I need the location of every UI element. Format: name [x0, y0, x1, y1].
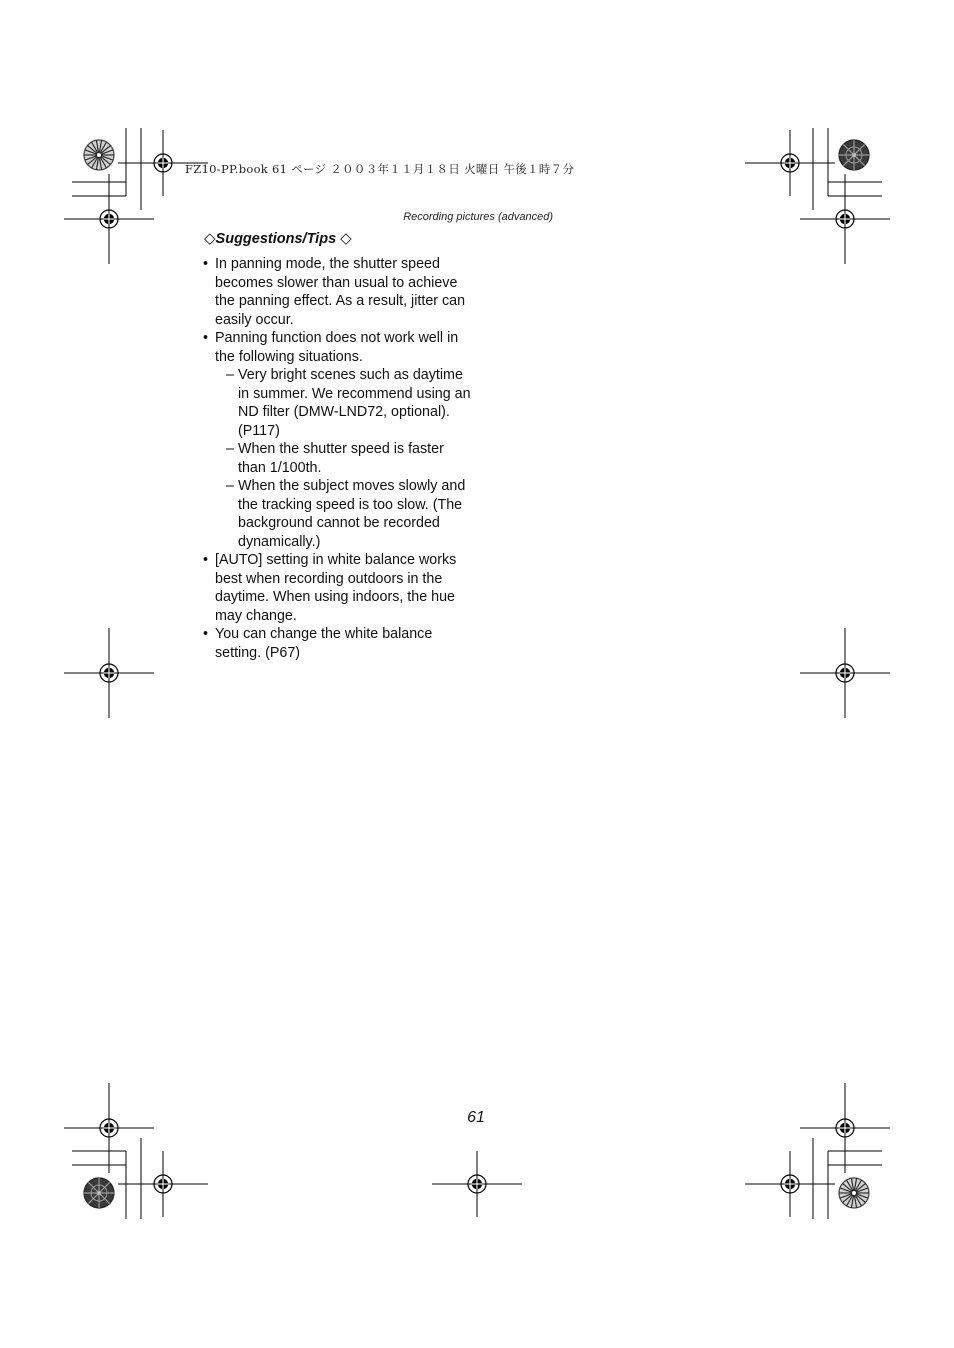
tip-text: You can change the white balance setting. (P67) — [215, 626, 433, 661]
bullet-icon: • — [203, 552, 209, 568]
tip-text: [AUTO] setting in white balance works best when recording outdoors in the daytime. When using indoors, the hue may change. — [215, 552, 457, 624]
diamond-icon: ◇ — [204, 230, 216, 247]
situation-text: Very bright scenes such as daytime in summer. We recommend using an ND filter (DMW-LND72, optional). (P117) — [238, 367, 471, 439]
situation-text: When the subject moves slowly and the tracking speed is too slow. (The background cannot be recorded dynamically.) — [238, 478, 466, 550]
tip-text: In panning mode, the shutter speed becomes slower than usual to achieve the panning effect. As a result, jitter can easily occur. — [215, 256, 466, 328]
diamond-icon: ◇ — [340, 230, 352, 247]
list-item — [203, 551, 471, 625]
dash-icon: – — [226, 367, 234, 383]
list-item — [203, 625, 471, 662]
dash-icon: – — [226, 441, 234, 457]
situations-list — [215, 366, 471, 551]
list-item — [215, 366, 471, 440]
print-slug: FZ10-PP.book 61 ページ ２００３年１１月１８日 火曜日 午後１時７分 — [185, 162, 575, 176]
bullet-icon: • — [203, 256, 209, 272]
section-heading-text: Suggestions/Tips — [215, 231, 337, 247]
situation-text: When the shutter speed is faster than 1/100th. — [238, 441, 444, 476]
tips-list — [203, 255, 471, 662]
dash-icon: – — [226, 478, 234, 494]
bullet-icon: • — [203, 330, 209, 346]
list-item — [215, 477, 471, 551]
running-header: Recording pictures (advanced) — [403, 211, 553, 223]
list-item — [215, 440, 471, 477]
section-heading — [204, 229, 352, 247]
list-item — [203, 255, 471, 329]
tip-text: Panning function does not work well in the following situations. — [215, 330, 459, 365]
page-number: 61 — [467, 1109, 485, 1126]
tips-content — [203, 255, 471, 662]
list-item — [203, 329, 471, 551]
bullet-icon: • — [203, 626, 209, 642]
